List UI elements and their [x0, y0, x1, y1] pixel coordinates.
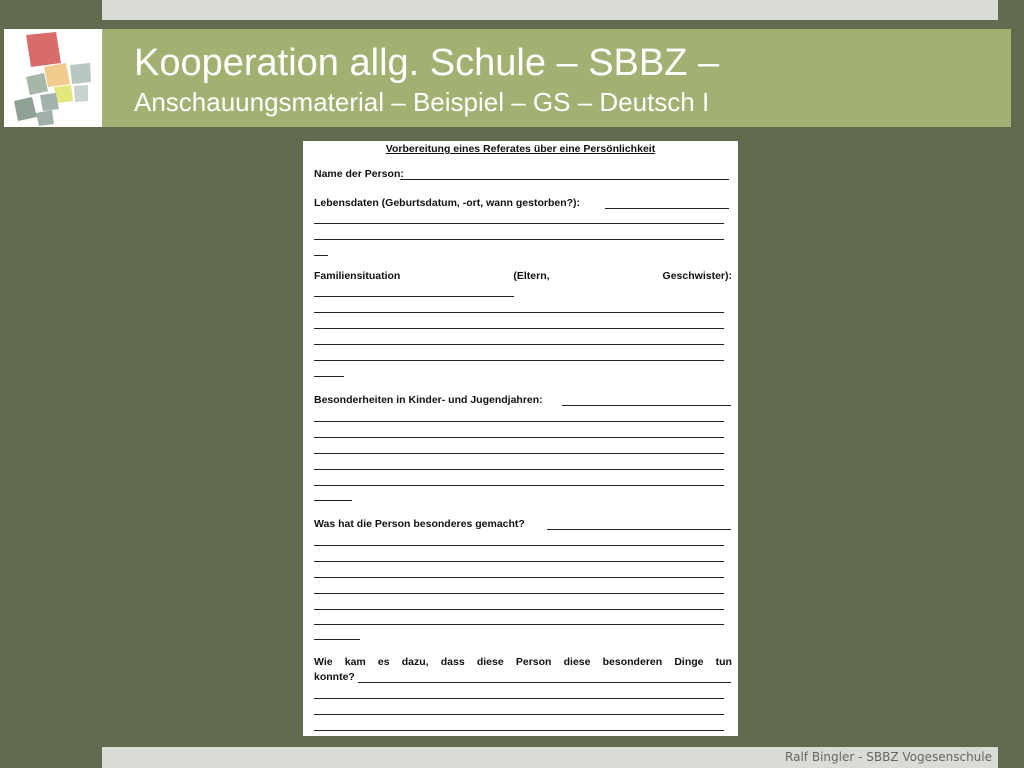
answer-line — [314, 453, 724, 454]
question-how-word: dazu, — [401, 656, 429, 668]
answer-line — [314, 239, 724, 240]
answer-line — [314, 469, 724, 470]
question-how-word: tun — [715, 656, 732, 668]
question-how-word: es — [377, 656, 390, 668]
answer-line — [314, 437, 724, 438]
question-family-text: Geschwister): — [662, 270, 732, 282]
question-how-word: dass — [440, 656, 465, 668]
answer-line — [314, 223, 724, 224]
answer-line — [562, 405, 731, 406]
slide-title: Kooperation allg. Schule – SBBZ – — [134, 42, 720, 84]
top-strip — [102, 0, 998, 20]
question-youth: Besonderheiten in Kinder- und Jugendjahren: — [314, 394, 543, 406]
question-how-word: Wie — [314, 656, 333, 668]
question-how-word: besonderen — [602, 656, 663, 668]
question-family-text: Familiensituation — [314, 270, 401, 282]
answer-line — [314, 714, 724, 715]
question-family-text: (Eltern, — [513, 270, 550, 282]
answer-line — [314, 255, 328, 256]
logo-mosaic-icon — [4, 29, 102, 127]
question-how-end: konnte? — [314, 671, 355, 683]
answer-line — [314, 344, 724, 345]
answer-line — [314, 577, 724, 578]
answer-line — [314, 328, 724, 329]
question-life-dates: Lebensdaten (Geburtsdatum, -ort, wann gestorben?): — [314, 197, 581, 209]
answer-line — [314, 639, 360, 640]
answer-line — [314, 609, 724, 610]
answer-line — [314, 698, 724, 699]
question-achievement: Was hat die Person besonderes gemacht? — [314, 518, 525, 530]
answer-line — [314, 485, 724, 486]
answer-line — [314, 296, 514, 297]
answer-line — [314, 312, 724, 313]
answer-line — [314, 730, 724, 731]
answer-line — [314, 545, 724, 546]
footer-credit: Ralf Bingler - SBBZ Vogesenschule — [785, 750, 992, 764]
question-how-word: diese — [476, 656, 504, 668]
answer-line — [314, 561, 724, 562]
answer-line — [547, 529, 731, 530]
title-bar — [102, 29, 1011, 127]
question-how-word: Person — [515, 656, 552, 668]
answer-line — [314, 624, 724, 625]
question-how — [314, 656, 732, 669]
worksheet-title: Vorbereitung eines Referates über eine Persönlichkeit — [385, 143, 656, 155]
question-how-word: Dinge — [674, 656, 704, 668]
footer-bar — [102, 747, 998, 768]
answer-line — [358, 682, 731, 683]
question-name: Name der Person: — [314, 168, 404, 180]
question-how-word: kam — [344, 656, 366, 668]
answer-line — [314, 500, 352, 501]
answer-line — [605, 208, 729, 209]
answer-line — [314, 593, 724, 594]
answer-line — [314, 376, 344, 377]
answer-line — [314, 360, 724, 361]
answer-line — [400, 179, 729, 180]
answer-line — [314, 421, 724, 422]
worksheet-page — [303, 141, 738, 736]
question-family — [314, 270, 732, 283]
logo — [4, 29, 102, 127]
question-how-word: diese — [563, 656, 591, 668]
slide-subtitle: Anschauungsmaterial – Beispiel – GS – Deutsch I — [134, 87, 710, 117]
